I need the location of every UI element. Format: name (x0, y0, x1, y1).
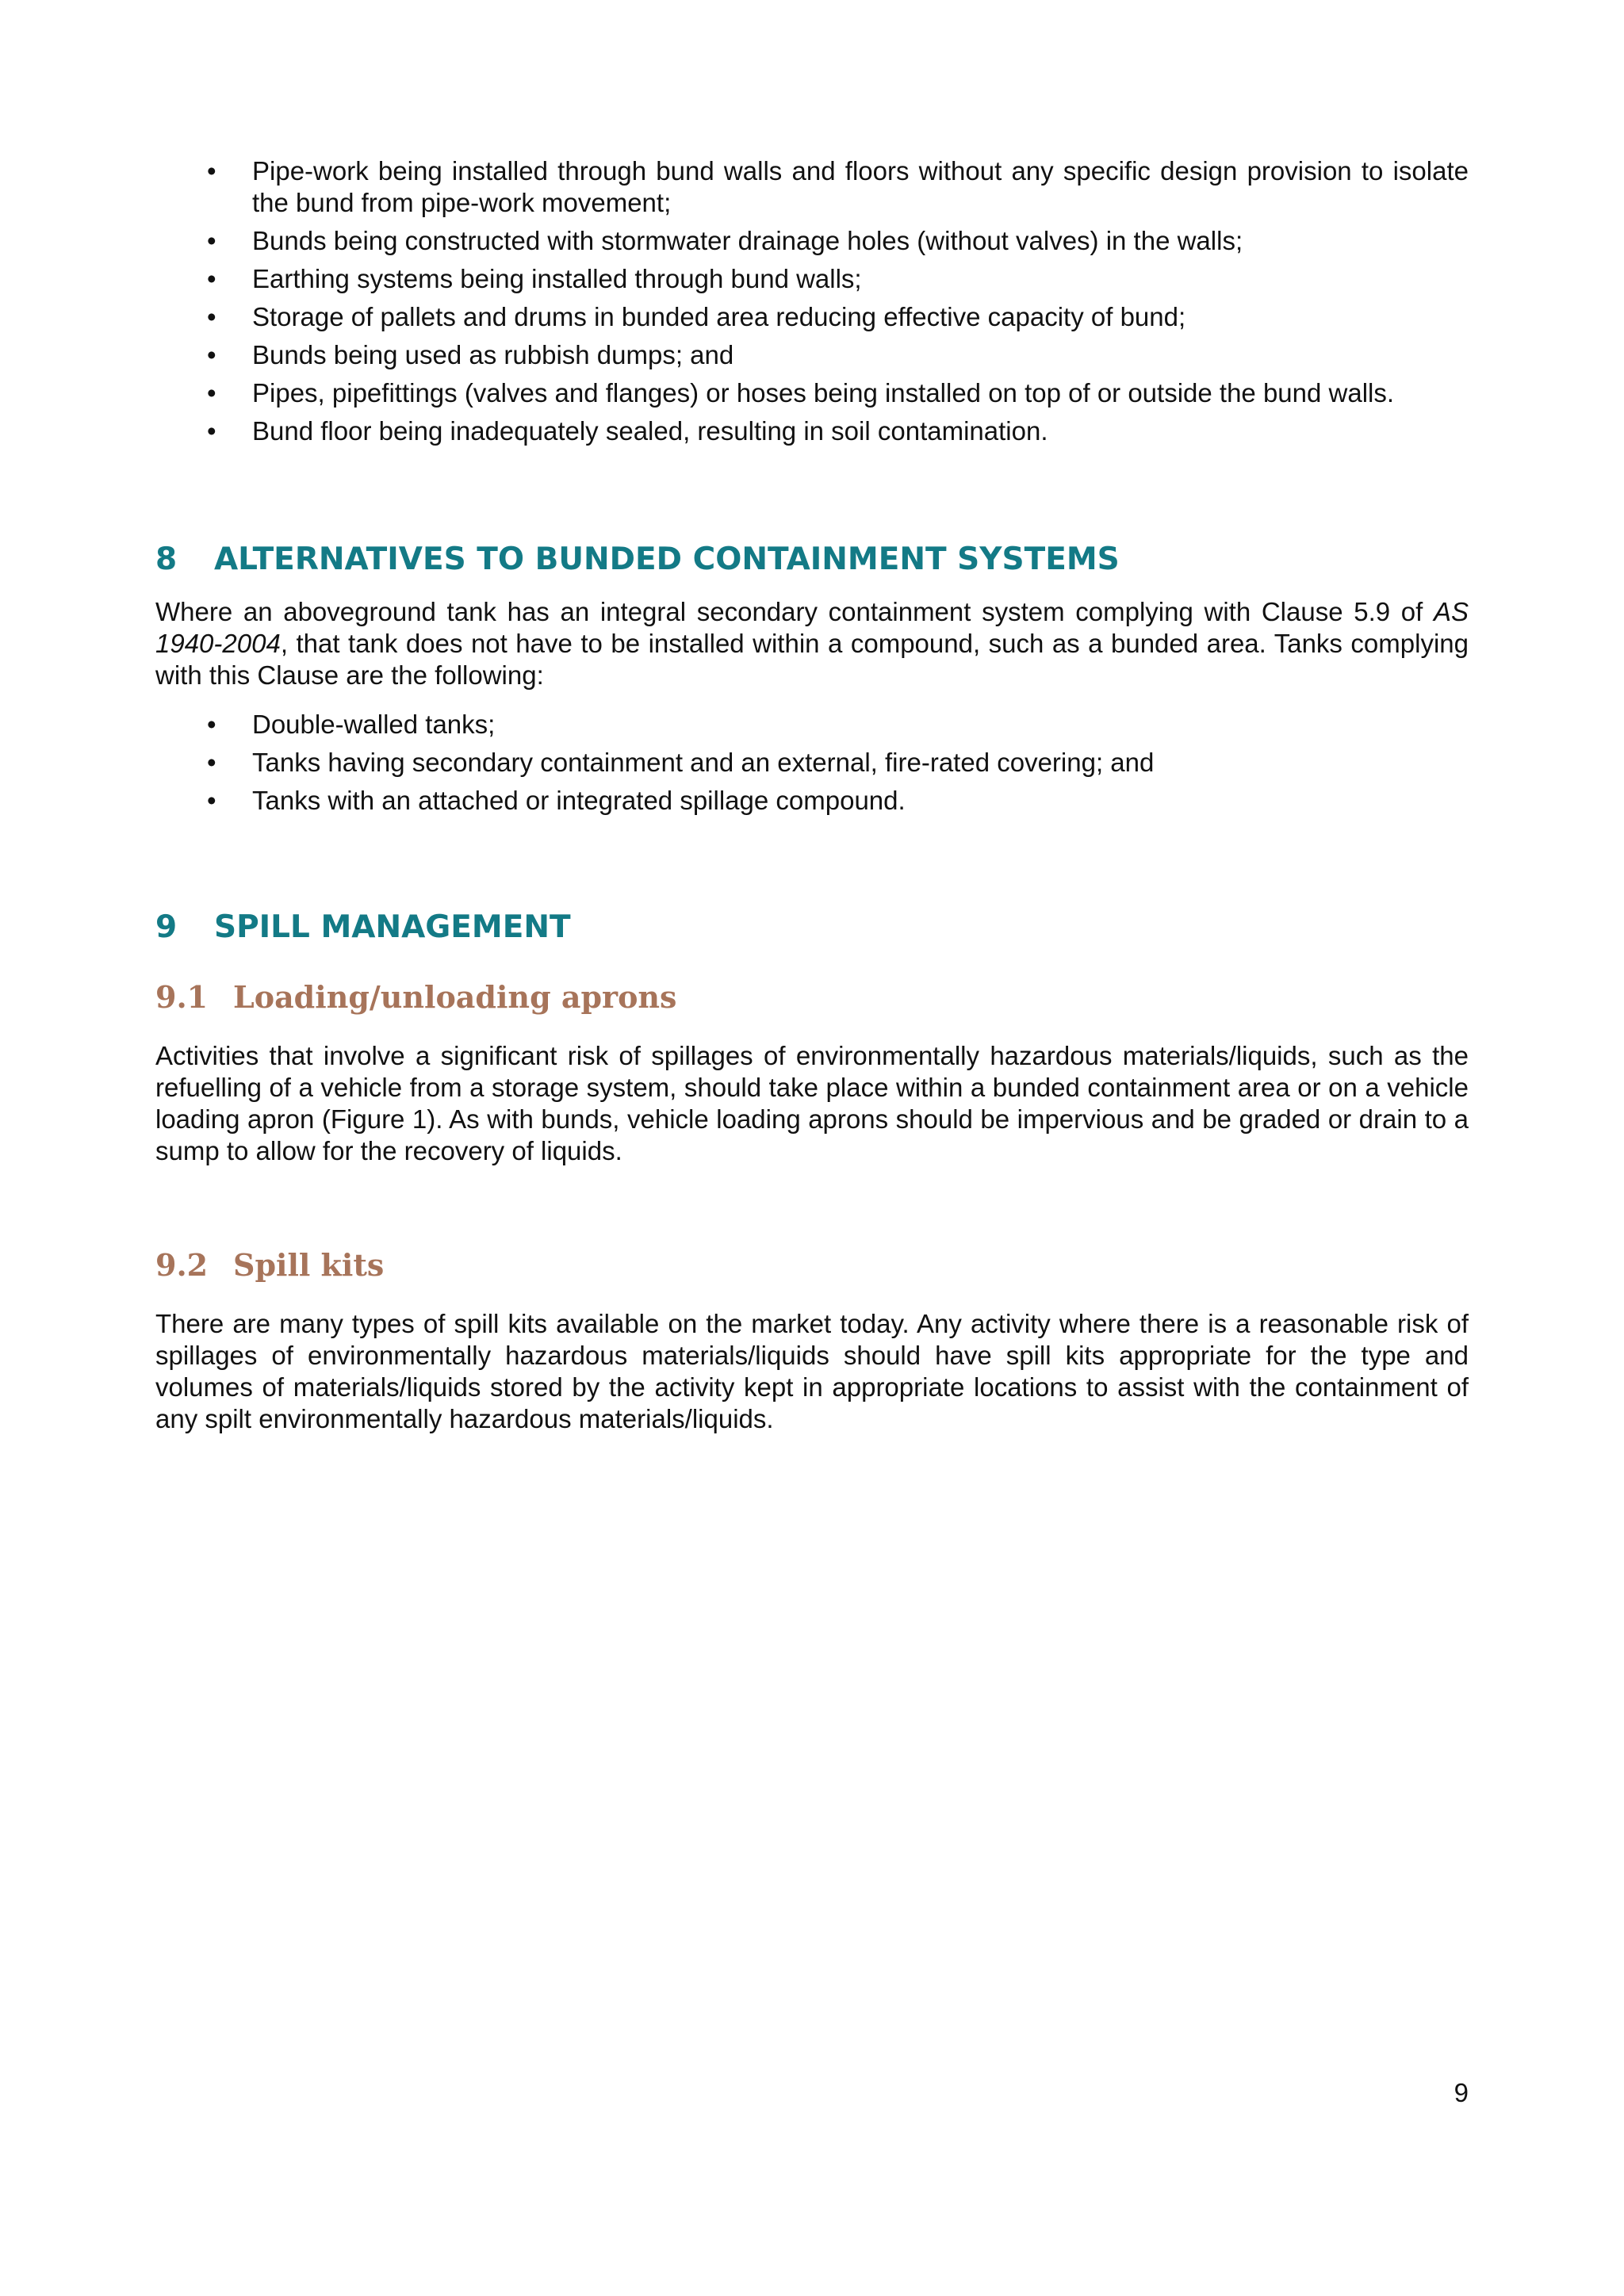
subsection-9-1-paragraph: Activities that involve a significant risk of spillages of environmentally hazardous materials/liquids, such as the refuelling of a vehicle from a storage system, should take place within a bunded containment area or on a vehicle loading apron (Figure 1). As with bunds, vehicle loading aprons should be impervious and be graded or drain to a sump to allow for the recovery of liquids. (155, 1041, 1469, 1165)
bullet-icon: • (207, 378, 216, 408)
bullet-icon: • (207, 156, 216, 186)
list-item: • Earthing systems being installed through bund walls; (207, 264, 862, 293)
list-item: • Tanks with an attached or integrated spillage compound. (207, 786, 906, 815)
subsection-9-2-paragraph: There are many types of spill kits available on the market today. Any activity where there is a reasonable risk of spillages of environmentally hazardous materials/liquids should have spill kits appropriate for the type and volumes of materials/liquids stored by the activity kept in appropriate locations to assist with the containment of any spilt environmentally hazardous materials/liquids. (155, 1309, 1469, 1433)
standard-reference: AS 1940-2004 (155, 597, 1469, 658)
page-number: 9 (1454, 2078, 1469, 2107)
bullet-icon: • (207, 710, 216, 739)
list-item: • Storage of pallets and drums in bunded area reducing effective capacity of bund; (207, 302, 1186, 331)
section-title: ALTERNATIVES TO BUNDED CONTAINMENT SYSTEMS (214, 541, 1120, 577)
list-item: • Bunds being constructed with stormwater drainage holes (without valves) in the walls; (207, 226, 1243, 255)
bullet-icon: • (207, 340, 216, 369)
subsection-9-1-heading (155, 978, 1469, 1016)
list-item: • Bunds being used as rubbish dumps; and (207, 340, 734, 369)
bund-problems-list (155, 155, 1469, 447)
section-number: 9 (155, 909, 178, 945)
section-8-paragraph: Where an aboveground tank has an integral secondary containment system complying with Clause 5.9 of AS 1940-2004, that tank does not have to be installed within a compound, such as a bunded area. Tanks complying with this Clause are the following: (155, 597, 1469, 690)
list-item: • Tanks having secondary containment and an external, fire-rated covering; and (207, 748, 1155, 777)
subsection-title: Spill kits (233, 1247, 385, 1283)
list-item: • Double-walled tanks; (207, 710, 496, 739)
subsection-number: 9.1 (155, 979, 209, 1015)
section-9-heading (155, 909, 1469, 947)
section-title: SPILL MANAGEMENT (214, 909, 571, 945)
section-number: 8 (155, 541, 178, 577)
bullet-icon: • (207, 226, 216, 255)
subsection-number: 9.2 (155, 1247, 209, 1283)
page-content (155, 155, 1469, 1435)
bullet-icon: • (207, 302, 216, 331)
subsection-9-2-heading (155, 1246, 1469, 1284)
list-item: • Pipes, pipefittings (valves and flanges) or hoses being installed on top of or outside the bund walls. (207, 378, 1395, 408)
tank-types-list (155, 709, 1469, 817)
section-8-heading (155, 541, 1469, 579)
list-item: • Bund floor being inadequately sealed, resulting in soil contamination. (207, 416, 1048, 446)
list-item: • Pipe-work being installed through bund walls and floors without any specific design provision to isolate the bund from pipe-work movement; (207, 156, 1469, 217)
bullet-icon: • (207, 786, 216, 815)
bullet-icon: • (207, 748, 216, 777)
subsection-title: Loading/unloading aprons (233, 979, 677, 1015)
bullet-icon: • (207, 416, 216, 446)
bullet-icon: • (207, 264, 216, 293)
